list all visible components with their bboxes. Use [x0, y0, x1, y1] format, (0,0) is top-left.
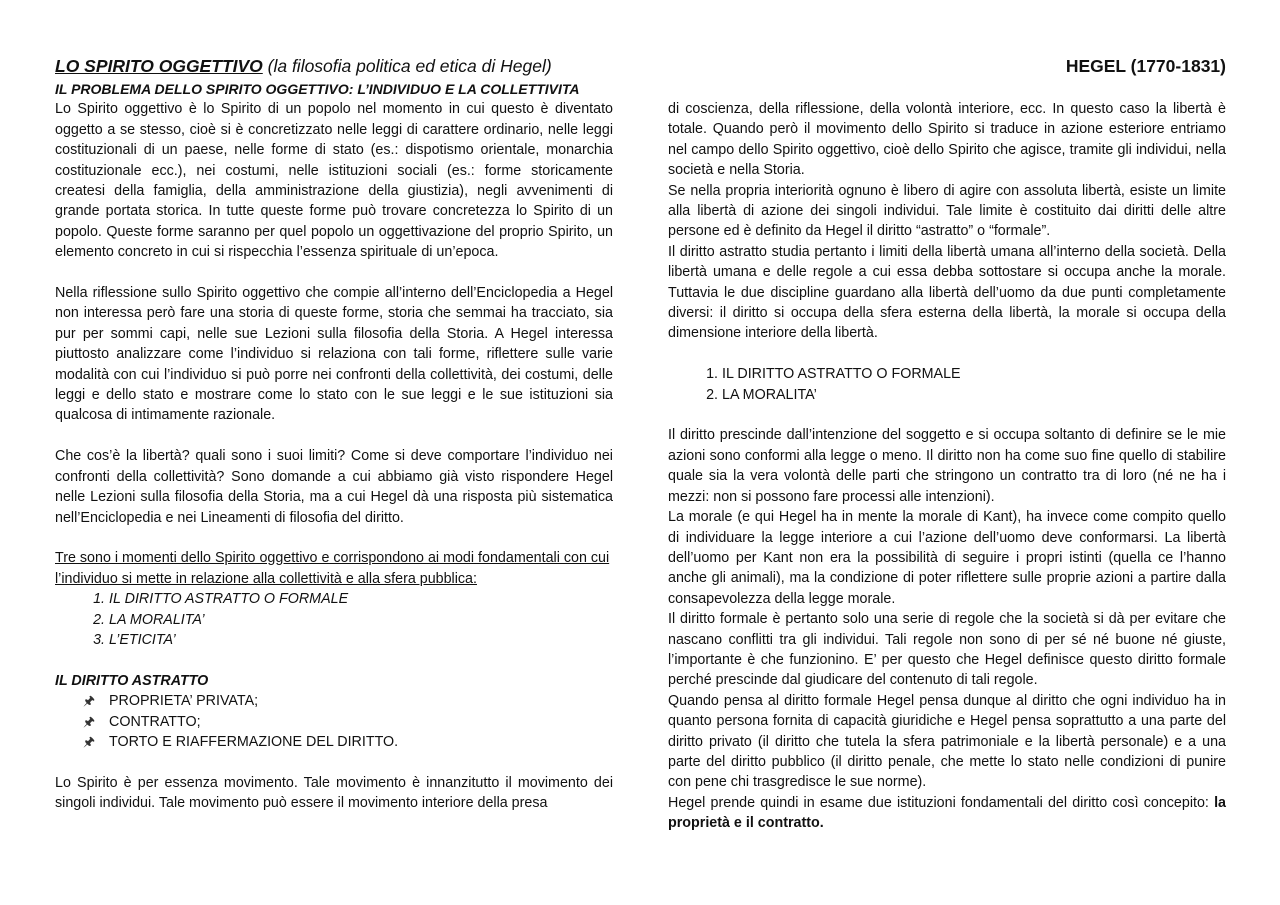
paragraph: Nella riflessione sullo Spirito oggettivo che compie all’interno dell’Enciclopedia a Hegel non interessa però fare una storia di queste forme, storia che semmai ha tracciato, sia pur per sommi capi, nelle sue Lezioni sulla filosofia della Storia. A Hegel interessa piuttosto analizzare come l’individuo si relaziona con tali forme, riflettere sulle varie modalità con cui l’individuo si può porre nei confronti della collettività, dei costumi, delle leggi e dello stato e mostrare come lo stato con le sue leggi e le sue istituzioni sia qualcosa di intimamente razionale. [55, 285, 613, 424]
paragraph: La morale (e qui Hegel ha in mente la morale di Kant), ha invece come compito quello di individuare la legge interiore a cui l’azione dell’uomo deve conformarsi. La libertà dell’uomo per Kant non era la possibilità di seguire i propri istinti (quella ce l’hanno anche gli animali), ma la condizione di poter riflettere sulle proprie azioni a partire dalla consapevolezza della legge morale. [668, 509, 1226, 607]
paragraph: Il diritto astratto studia pertanto i limiti della libertà umana all’interno della società. Della libertà umana e delle regole a cui essa debba sottostare si occupa anche la morale. Tuttavia le due discipline guardano alla libertà dell’uomo da due punti completamente diversi: il diritto si occupa della sfera esterna della libertà, la morale si occupa della dimensione interiore della libertà. [668, 243, 1226, 342]
section-subheading: IL PROBLEMA DELLO SPIRITO OGGETTIVO: L’INDIVIDUO E LA COLLETTIVITA [55, 81, 580, 97]
list-item: 🖈︎ TORTO E RIAFFERMAZIONE DEL DIRITTO. [83, 732, 613, 752]
title-subtitle: (la filosofia politica ed etica di Hegel) [262, 56, 552, 76]
list-item: 2. LA MORALITA’ [109, 610, 613, 630]
paragraph: Se nella propria interiorità ognuno è libero di agire con assoluta libertà, esiste un limite alla libertà di azione dei singoli individui. Tale limite è costituito dai diritti delle altre persone ed è definito da Hegel il diritto “astratto” o “formale”. [668, 182, 1226, 240]
document-title [55, 56, 552, 77]
pushpin-icon: 🖈︎ [83, 733, 96, 749]
title-main: LO SPIRITO OGGETTIVO [55, 56, 263, 76]
list-item: 1. IL DIRITTO ASTRATTO O FORMALE [722, 364, 1226, 384]
page-header [55, 56, 1226, 80]
left-column [55, 79, 613, 814]
list-item: 1. IL DIRITTO ASTRATTO O FORMALE [109, 589, 613, 609]
pushpin-icon: 🖈︎ [83, 713, 96, 729]
paragraph: Hegel prende quindi in esame due istituzioni fondamentali del diritto così concepito: la proprietà e il contratto. [668, 794, 1226, 832]
paragraph: Il diritto prescinde dall’intenzione del soggetto e si occupa soltanto di definire se le mie azioni sono conformi alla legge o meno. Il diritto non ha come suo fine quello di stabilire quale sia la vera volontà delle parti che stringono un contratto tra di loro (né ne ha i mezzi: non si possono fare processi alle intenzioni). [668, 427, 1226, 505]
numbered-list [668, 364, 1226, 405]
pushpin-icon: 🖈︎ [83, 693, 96, 709]
paragraph: Che cos’è la libertà? quali sono i suoi limiti? Come si deve comportare l’individuo nei confronti della collettività? Sono domande a cui abbiamo già visto rispondere Hegel nelle Lezioni sulla filosofia della Storia, ma a cui Hegel dà una risposta più sistematica nell’Enciclopedia e nei Lineamenti di filosofia del diritto. [55, 448, 613, 526]
right-column [668, 99, 1226, 834]
list-item: 2. LA MORALITA’ [722, 385, 1226, 405]
bullet-list [55, 691, 613, 752]
paragraph: Lo Spirito è per essenza movimento. Tale movimento è innanzitutto il movimento dei singoli individui. Tale movimento può essere il movimento interiore della presa [55, 774, 613, 812]
list-item: 3. L’ETICITA’ [109, 630, 613, 650]
paragraph: di coscienza, della riflessione, della volontà interiore, ecc. In questo caso la libertà è totale. Quando però il movimento dello Spirito si traduce in azione esteriore entriamo nel campo dello Spirito oggettivo, cioè dello Spirito che agisce, tramite gli individui, nella società e nella Storia. [668, 101, 1226, 179]
paragraph: Il diritto formale è pertanto solo una serie di regole che la società si dà per evitare che nascano conflitti tra gli individui. Tali regole non sono di per sé né buone né giuste, l’importante è che funzionino. E’ per questo che Hegel definisce questo diritto formale perché prescinde dal giudicare del contenuto di tali regole. [668, 611, 1226, 689]
list-item: 🖈︎ PROPRIETA’ PRIVATA; [83, 691, 613, 711]
list-item: 🖈︎ CONTRATTO; [83, 712, 613, 732]
bold-text: la proprietà e il contratto. [668, 794, 1226, 832]
paragraph: Quando pensa al diritto formale Hegel pensa dunque al diritto che ogni individuo ha in quanto persona fornita di capacità giuridiche e Hegel pensa soprattutto a una parte del diritto privato (il diritto che tutela la sfera patrimoniale e la libertà personale) e a una parte del diritto pubblico (il diritto penale, che mette lo stato nelle condizioni di punire con pene chi trasgredisce le sue norme). [668, 692, 1226, 791]
author-heading: HEGEL (1770-1831) [1065, 56, 1226, 76]
underlined-paragraph: Tre sono i momenti dello Spirito oggettivo e corrispondono ai modi fondamentali con cui l’individuo si mette in relazione alla collettività e alla sfera pubblica: [55, 550, 610, 587]
section-heading: IL DIRITTO ASTRATTO [55, 672, 209, 689]
paragraph: Lo Spirito oggettivo è lo Spirito di un popolo nel momento in cui questo è diventato oggetto a se stesso, cioè si è concretizzato nelle leggi di carattere ordinario, nelle leggi costituzionali di un paese, nelle forme di stato (es.: dispotismo orientale, monarchia costituzionale ecc.), nei costumi, nelle istituzioni sociali (es.: forme storicamente createsi della famiglia, della amministrazione della giustizia), negli avvenimenti di grande portata storica. In tutte queste forme può trovare concretezza lo Spirito di un popolo. Queste forme saranno per quel popolo un oggettivazione del proprio Spirito, un elemento concreto in cui si rispecchia l’essenza spirituale di un’epoca. [55, 101, 613, 261]
moments-list [55, 589, 613, 650]
